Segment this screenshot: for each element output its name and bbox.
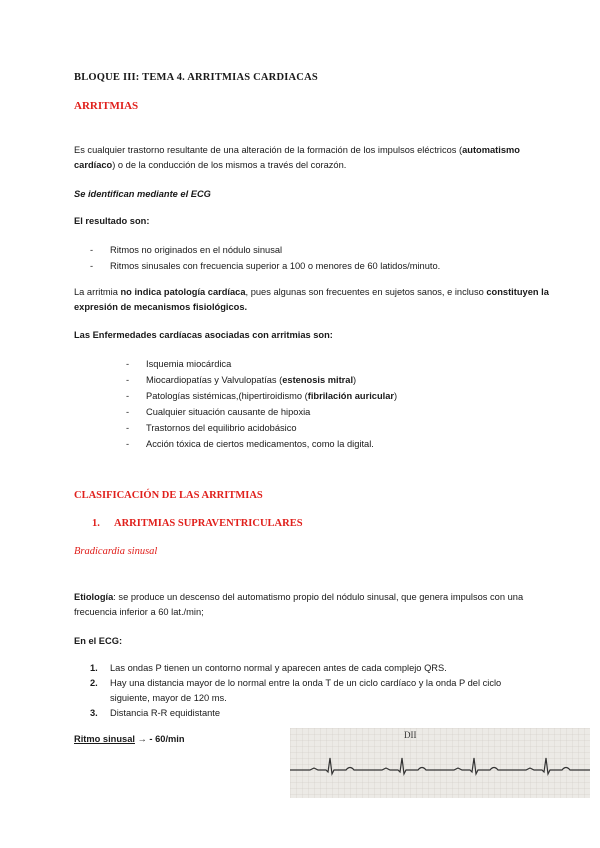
list-item: - Patologías sistémicas,(hipertiroidismo (fibrilación auricular) (126, 391, 398, 401)
ecg-strip-graphic (290, 728, 590, 798)
definition-text-a: Es cualquier trastorno resultante de una alteración de la formación de los impulsos eléctricos ( (74, 145, 463, 155)
result-label: El resultado son: (74, 216, 150, 226)
list-item: - Miocardiopatías y Valvulopatías (estenosis mitral) (126, 375, 357, 385)
list-item: 3. Distancia R-R equidistante (90, 708, 221, 718)
section-heading-arritmias: ARRITMIAS (74, 100, 139, 112)
definition-paragraph (74, 143, 554, 173)
arrhythmia-paragraph: La arritmia no indica patología cardíaca, pues algunas son frecuentes en sujetos sanos, e incluso constituyen la expresión de mecanismos fisiológicos. (74, 287, 549, 312)
rhythm-label: Ritmo sinusal → - 60/min (74, 734, 185, 744)
definition-text-c: ) o de la conducción de los mismos a través del corazón. (112, 160, 347, 170)
subsection-heading: ARRITMIAS SUPRAVENTRICULARES (114, 518, 303, 529)
document-title: BLOQUE III: TEMA 4. ARRITMIAS CARDIACAS (74, 72, 318, 83)
list-item: - Acción tóxica de ciertos medicamentos, como la digital. (126, 439, 374, 449)
ecg-strip-image (290, 728, 590, 798)
ecg-lead-label: DII (404, 730, 417, 740)
results-list (90, 242, 550, 274)
diseases-list (126, 356, 546, 452)
list-item: - Ritmos sinusales con frecuencia superior a 100 o menores de 60 latidos/minuto. (90, 261, 441, 271)
ecg-note: Se identifican mediante el ECG (74, 189, 211, 199)
bradicardia-heading: Bradicardia sinusal (74, 546, 158, 557)
definition-bold: automatismo cardíaco (74, 145, 520, 170)
list-item: - Ritmos no originados en el nódulo sinusal (90, 245, 283, 255)
list-item: 2. Hay una distancia mayor de lo normal entre la onda T de un ciclo cardíaco y la onda P del ciclo siguiente, mayor de 120 ms. (90, 678, 502, 703)
list-item: 1. Las ondas P tienen un contorno normal y aparecen antes de cada complejo QRS. (90, 663, 447, 673)
subsection-number: 1. (92, 518, 100, 529)
ecg-criteria-list (90, 661, 540, 721)
diseases-label: Las Enfermedades cardíacas asociadas con arritmias son: (74, 330, 333, 340)
list-item: - Trastornos del equilibrio acidobásico (126, 423, 297, 433)
ecg-label: En el ECG: (74, 636, 123, 646)
etiology-paragraph: Etiología: se produce un descenso del automatismo propio del nódulo sinusal, que genera impulsos con una frecuencia inferior a 60 lat./min; (74, 592, 524, 617)
list-item: - Cualquier situación causante de hipoxia (126, 407, 311, 417)
section-heading-clasificacion: CLASIFICACIÓN DE LAS ARRITMIAS (74, 490, 263, 501)
list-item: - Isquemia miocárdica (126, 359, 232, 369)
